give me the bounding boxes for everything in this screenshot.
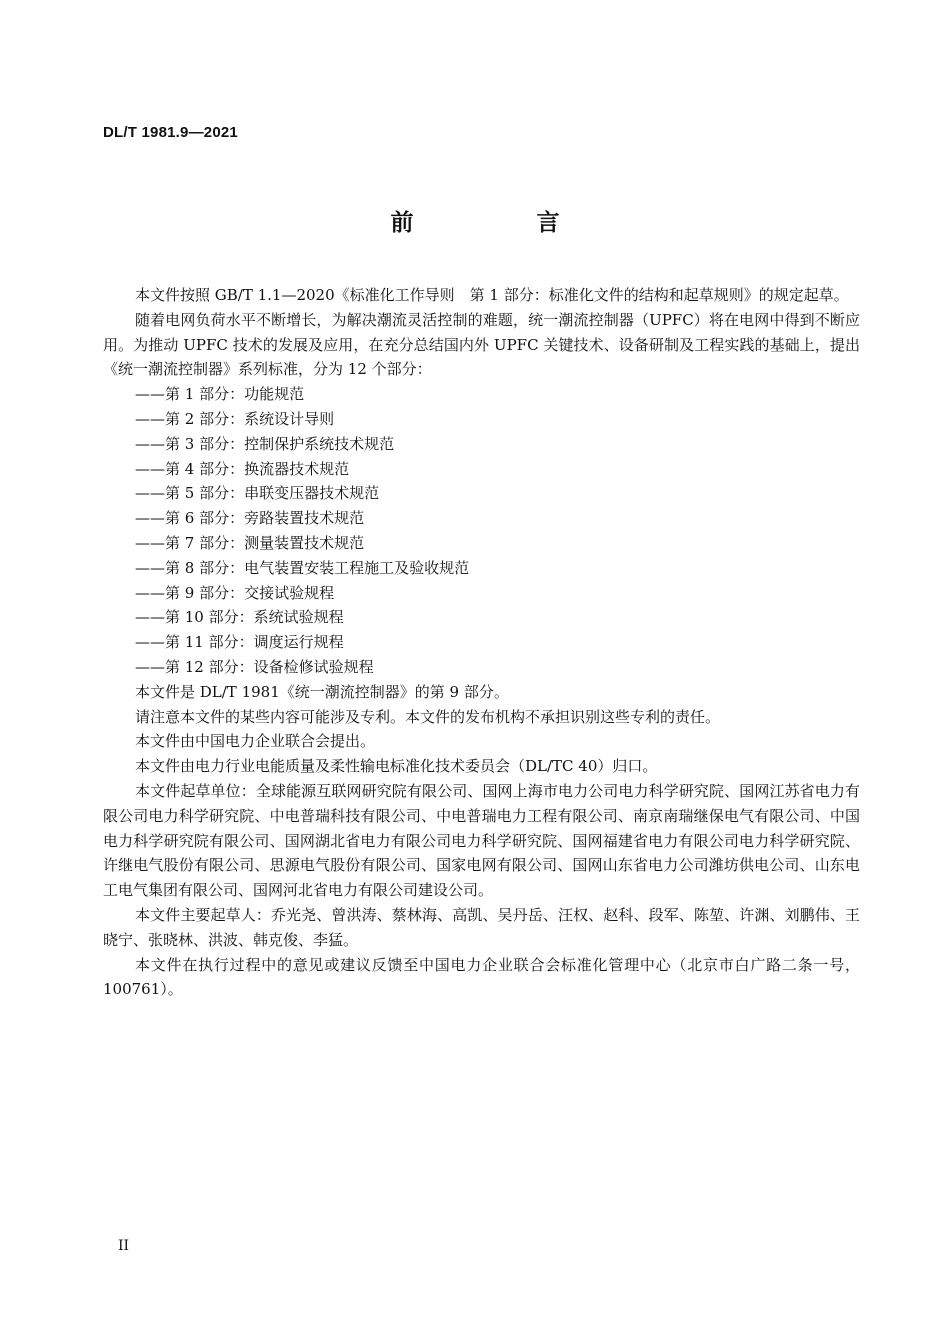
document-body <box>103 283 860 1002</box>
paragraph-drafting-rules: 本文件按照 GB/T 1.1—2020《标准化工作导则 第 1 部分：标准化文件的结构和起草规则》的规定起草。 <box>135 286 849 304</box>
paragraph-drafting-units: 本文件起草单位：全球能源互联网研究院有限公司、国网上海市电力公司电力科学研究院、国网江苏省电力有限公司电力科学研究院、中电普瑞科技有限公司、中电普瑞电力工程有限公司、南京南瑞继保电气有限公司、中国电力科学研究院有限公司、国网湖北省电力有限公司电力科学研究院、国网福建省电力有限公司电力科学研究院、许继电气股份有限公司、思源电气股份有限公司、国家电网有限公司、国网山东省电力公司潍坊供电公司、山东电工电气集团有限公司、国网河北省电力有限公司建设公司。 <box>103 781 860 900</box>
list-item: ——第 9 部分：交接试验规程 <box>135 583 335 602</box>
paragraph-part-statement: 本文件是 DL/T 1981《统一潮流控制器》的第 9 部分。 <box>135 682 509 701</box>
paragraph-proposer: 本文件由中国电力企业联合会提出。 <box>135 732 376 751</box>
standard-code: DL/T 1981.9—2021 <box>103 124 238 141</box>
parts-list <box>103 382 860 680</box>
list-item: ——第 11 部分：调度运行规程 <box>135 633 344 652</box>
list-item: ——第 6 部分：旁路装置技术规范 <box>135 509 365 528</box>
page-title: 前 言 <box>390 210 610 236</box>
paragraph-drafters: 本文件主要起草人：乔光尧、曾洪涛、蔡林海、高凯、吴丹岳、汪权、赵科、段军、陈堃、许渊、刘鹏伟、王晓宁、张晓林、洪波、韩克俊、李猛。 <box>103 905 860 949</box>
list-item: ——第 10 部分：系统试验规程 <box>135 608 344 627</box>
list-item: ——第 1 部分：功能规范 <box>135 385 305 404</box>
list-item: ——第 12 部分：设备检修试验规程 <box>135 657 374 676</box>
page-number: II <box>118 1238 130 1254</box>
list-item: ——第 5 部分：串联变压器技术规范 <box>135 484 380 503</box>
paragraph-feedback: 本文件在执行过程中的意见或建议反馈至中国电力企业联合会标准化管理中心（北京市白广路二条一号，100761）。 <box>103 955 860 999</box>
list-item: ——第 2 部分：系统设计导则 <box>135 409 335 428</box>
paragraph-background: 随着电网负荷水平不断增长，为解决潮流灵活控制的难题，统一潮流控制器（UPFC）将在电网中得到不断应用。为推动 UPFC 技术的发展及应用，在充分总结国内外 UPFC 关键技术、设备研制及工程实践的基础上，提出《统一潮流控制器》系列标准，分为 12 个部分： <box>103 310 860 379</box>
list-item: ——第 3 部分：控制保护系统技术规范 <box>135 434 395 453</box>
list-item: ——第 8 部分：电气装置安装工程施工及验收规范 <box>135 558 470 577</box>
list-item: ——第 4 部分：换流器技术规范 <box>135 459 350 478</box>
paragraph-patent-notice: 请注意本文件的某些内容可能涉及专利。本文件的发布机构不承担识别这些专利的责任。 <box>135 707 721 726</box>
list-item: ——第 7 部分：测量装置技术规范 <box>135 533 365 552</box>
paragraph-committee: 本文件由电力行业电能质量及柔性输电标准化技术委员会（DL/TC 40）归口。 <box>135 757 658 776</box>
